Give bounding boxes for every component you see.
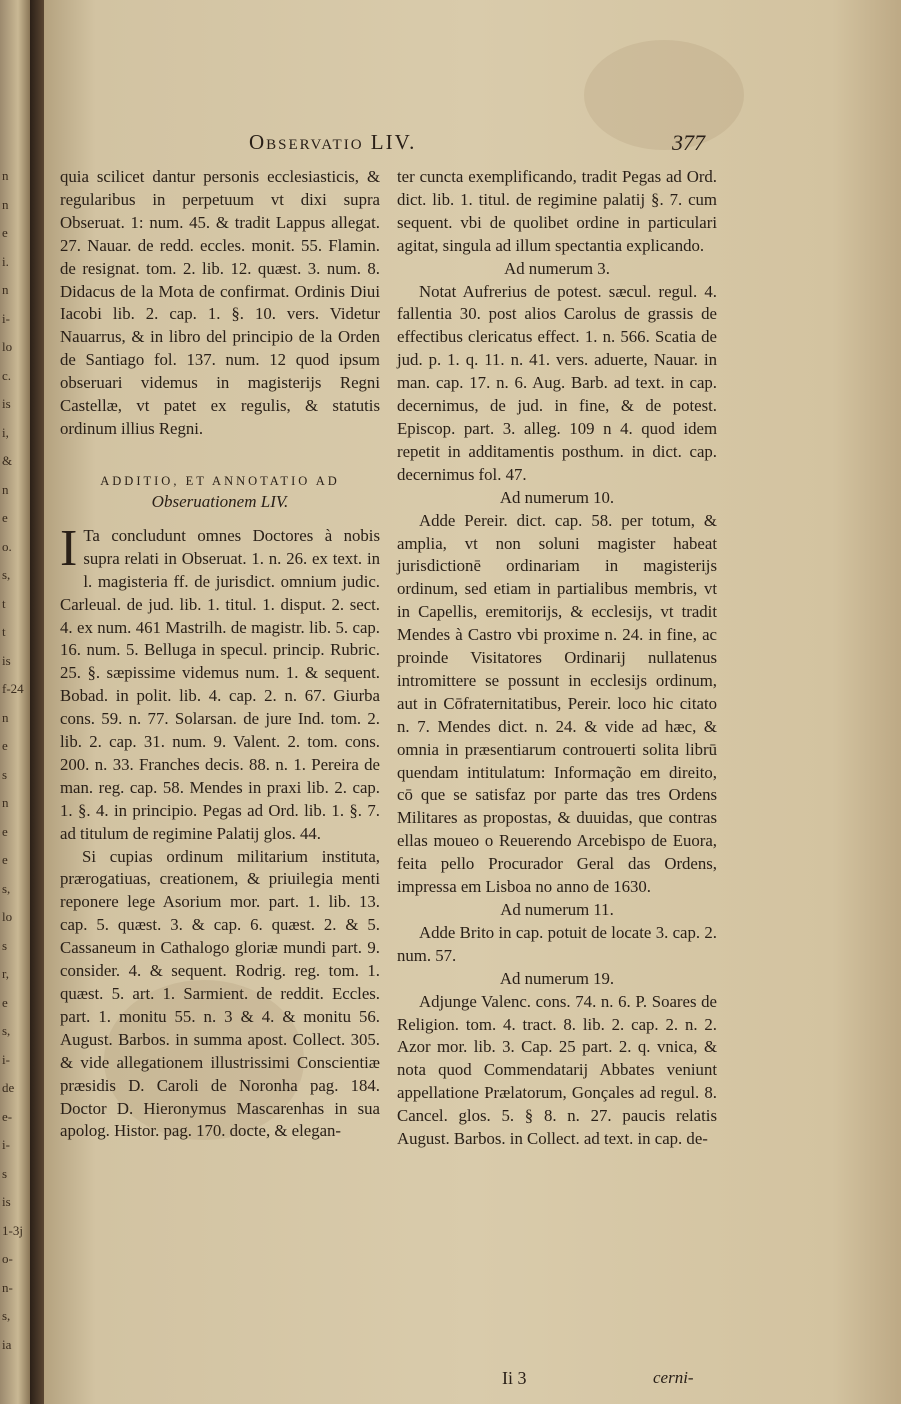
left-page-fragment: e bbox=[2, 994, 8, 1010]
right-paragraph-1: ter cuncta exemplificando, tradit Pegas ad Ord. dict. lib. 1. titul. de regimine palatij §. 7. cum sequent. vbi de quolibet ordine in particulari agitat, singula ad illum spectantia explicando. bbox=[397, 167, 717, 255]
left-page-fragment: e bbox=[2, 823, 8, 839]
left-page-fragment: t bbox=[2, 595, 6, 611]
left-page-fragment: 1-3j bbox=[2, 1222, 23, 1238]
left-page-fragment: s bbox=[2, 1165, 8, 1181]
page-footer bbox=[44, 1368, 901, 1394]
left-page-fragment: lo bbox=[2, 909, 13, 924]
left-page-fragment: & bbox=[2, 453, 13, 468]
left-page-fragment: n bbox=[2, 709, 9, 725]
left-page-fragment: t bbox=[2, 624, 6, 639]
left-page-fragment: e bbox=[2, 738, 8, 753]
left-page-fragment: e bbox=[2, 852, 8, 867]
left-page-fragment: i- bbox=[2, 310, 10, 326]
addition-subheading: Obseruationem LIV. bbox=[151, 491, 289, 511]
left-page-fragment: is bbox=[2, 396, 11, 411]
section-heading: Ad numerum 3. bbox=[504, 258, 610, 278]
left-page-fragment: e bbox=[2, 225, 8, 240]
page-number: 377 bbox=[672, 130, 705, 155]
left-page-fragment: s bbox=[2, 937, 8, 953]
left-page-fragment: s bbox=[2, 766, 8, 782]
addition-heading: ADDITIO, ET ANNOTATIO AD bbox=[100, 473, 340, 488]
left-page-fragment: n bbox=[2, 196, 9, 212]
left-page-fragment: f-24 bbox=[2, 681, 24, 696]
left-page-fragment: s, bbox=[2, 880, 11, 896]
left-page-fragment: n bbox=[2, 481, 9, 497]
right-text-column bbox=[397, 166, 717, 1151]
left-page-fragment: is bbox=[2, 1194, 11, 1209]
right-paragraph-3: Adde Pereir. dict. cap. 58. per totum, & amplia, vt non soluni magister habeat jurisdictionē ordinariam in magisterijs ordinum, sed etiam in partialibus membris, vt in Capellis, eremitorijs, & ecclesijs, vt tradit Mendes à Castro vbi proxime n. 24. in fine, ac proinde Visitatores Ordinarij nullatenus intromittere se possunt in ecclesijs ordinum, aut in Cōfraternitatibus, Pereir. loco hic citato n. 7. Mendes dict. n. 24. & vide ad hæc, & omnia in præsentiarum controuerti solita librū quendam intitulatum: Informação em direito, cō que se satisfaz por parte das tres Ordens Militares as propostas, & duuidas, que contras ellas moueo o Reuerendo Arcebispo de Euora, feita pello Procurador Geral das Ordens, impressa em Lisboa no anno de 1630. bbox=[397, 510, 717, 897]
running-head: Observatio LIV. bbox=[249, 130, 417, 154]
section-heading: Ad numerum 19. bbox=[499, 968, 615, 988]
left-page-fragment: is bbox=[2, 652, 11, 668]
book-page bbox=[44, 0, 901, 1404]
left-page-fragment: i, bbox=[2, 424, 9, 440]
left-page-fragment: s, bbox=[2, 567, 11, 582]
left-paragraph-2-text: Ta concludunt omnes Doctores à nobis supra relati in Obseruat. 1. n. 26. ex text. in l. magisteria ff. de jurisdict. omnium judic. Carleual. de jud. lib. 1. titul. 1. disput. 2. sect. 4. ex num. 461 Mastrilh. de magistr. lib. 5. cap. 16. num. 5. Belluga in specul. princip. Rubric. 25. §. sæpissime videmus num. 1. & sequent. Bobad. in polit. lib. 4. cap. 2. n. 67. Giurba cons. 59. n. 77. Solarsan. de jure Ind. tom. 2. lib. 2. cap. 31. num. 9. Valent. 2. tom. cons. 200. n. 33. Franches decis. 88. n. 1. Pereira de man. reg. cap. 58. Mendes in praxi lib. 2. cap. 1. §. 4. in principio. Pegas ad Ord. lib. 1. §. 7. ad titulum de regimine Palatij glos. 44. bbox=[60, 525, 380, 843]
left-page-fragment: e- bbox=[2, 1108, 13, 1124]
right-paragraph-4: Adde Brito in cap. potuit de locate 3. cap. 2. num. 57. bbox=[397, 922, 717, 965]
left-page-fragment: o- bbox=[2, 1251, 13, 1266]
left-page-fragment: n- bbox=[2, 1279, 13, 1295]
signature-mark: Ii 3 bbox=[502, 1368, 527, 1388]
left-page-fragment: n bbox=[2, 168, 9, 183]
left-page-fragment: ia bbox=[2, 1336, 12, 1352]
left-text-column bbox=[60, 166, 380, 1143]
catchword: cerni- bbox=[653, 1368, 694, 1387]
left-page-fragment: lo bbox=[2, 339, 13, 354]
left-page-fragment: n bbox=[2, 282, 9, 297]
right-paragraph-2: Notat Aufrerius de potest. sæcul. regul. 4. fallentia 30. post alios Carolus de grassis de effectibus clericatus effect. 1. n. 566. Scatia de jud. p. 1. q. 11. n. 41. vers. aduerte, Nauar. in man. cap. 17. n. 6. Aug. Barb. ad text. in cap. decernimus, de jud. in fine, & de potest. Episcop. part. 3. alleg. 109 n 4. quod idem repetit in additamentis posthum. in dict. cap. decernimus fol. 47. bbox=[397, 281, 717, 484]
adjacent-page-edge bbox=[0, 0, 30, 1404]
left-page-fragment: n bbox=[2, 795, 9, 810]
section-heading: Ad numerum 10. bbox=[499, 487, 615, 507]
left-page-fragment: c. bbox=[2, 367, 12, 383]
left-page-fragment: i- bbox=[2, 1051, 10, 1067]
left-paragraph-2 bbox=[60, 519, 380, 846]
left-page-fragment: i. bbox=[2, 253, 9, 269]
left-page-fragment: s, bbox=[2, 1308, 11, 1323]
left-page-fragment: s, bbox=[2, 1023, 11, 1038]
left-paragraph-1: quia scilicet dantur personis ecclesiasticis, & regularibus in perpetuum vt dixi supra Obseruat. 1: num. 45. & tradit Lappus allegat. 27. Nauar. de redd. eccles. monit. 55. Flamin. de resignat. tom. 2. lib. 12. quæst. 3. num. 8. Didacus de la Mota de confirmat. Ordinis Diui Iacobi lib. 2. cap. 1. §. 10. vers. Videtur Nauarrus, & in libro del principio de la Orden de Santiago fol. 137. num. 12 quod ipsum obseruari videmus in magisterijs Regni Castellæ, vt patet ex regulis, & statutis ordinum illius Regni. bbox=[60, 167, 380, 438]
left-paragraph-3: Si cupias ordinum militarium instituta, prærogatiuas, creationem, & priuilegia menti reponere lege Asorium mor. part. 1. lib. 13. cap. 5. quæst. 3. & cap. 6. quæst. 2. & 5. Cassaneum in Cathalogo gloriæ mundi part. 9. consider. 4. & sequent. Rodrig. reg. tom. 1. quæst. 5. art. 1. Sarmient. de reddit. Eccles. part. 1. monitu 55. n. 3 & 4. & monitu 56. August. Barbos. in summa apost. Collect. 305. & vide allegationem illustrissimi Conscientiæ præsidis D. Caroli de Noronha pag. 184. Doctor D. Hieronymus Mascarenhas in sua apolog. Histor. pag. 170. docte, & elegan- bbox=[60, 846, 380, 1141]
drop-cap: I bbox=[60, 519, 78, 577]
section-heading: Ad numerum 11. bbox=[500, 900, 614, 919]
left-page-fragment: de bbox=[2, 1080, 15, 1095]
left-page-fragment: i- bbox=[2, 1137, 10, 1152]
left-page-fragment: r, bbox=[2, 966, 10, 981]
left-page-fragment: e bbox=[2, 510, 8, 525]
right-paragraph-5: Adjunge Valenc. cons. 74. n. 6. P. Soares de Religion. tom. 4. tract. 8. lib. 2. cap. 2. n. 2. Azor mor. lib. 3. Cap. 25 part. 2. q. vnica, & nota quod Commendatarij Abbates veniunt appellatione Prælatorum, Gonçales ad regul. 8. Cancel. glos. 5. § 8. n. 27. paucis relatis August. Barbos. in Collect. ad text. in cap. de- bbox=[397, 991, 717, 1149]
page-header bbox=[44, 130, 901, 160]
left-page-fragment: o. bbox=[2, 538, 12, 554]
book-gutter bbox=[30, 0, 44, 1404]
